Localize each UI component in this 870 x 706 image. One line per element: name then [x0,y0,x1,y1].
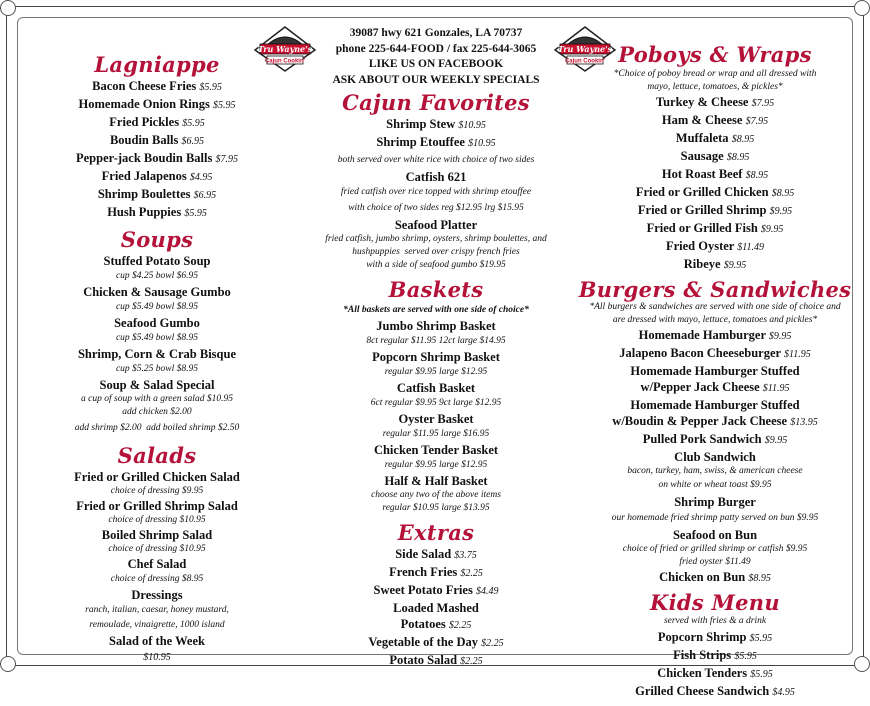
menu-item: Shrimp Burger [674,495,756,509]
menu-item: Jumbo Shrimp Basket [376,319,496,333]
menu-item: Homemade Hamburger Stuffed [630,398,800,412]
menu-item: Shrimp Boulettes $6.95 [97,187,217,201]
menu-item: Chicken Tender Basket [373,443,499,457]
menu-item: Homemade Onion Rings $5.95 [78,97,236,111]
menu-item-desc: cup $5.49 bowl $8.95 [115,302,199,312]
menu-item: Homemade Hamburger Stuffed [630,364,800,378]
logo-script-text: Tru Wayne's [557,44,613,54]
menu-item: Catfish Basket [396,381,476,395]
menu-item: Oyster Basket [398,412,474,426]
menu-item: Stuffed Potato Soup [103,254,211,268]
cajun-section [300,90,572,272]
menu-item: Fried or Grilled Shrimp $9.95 [637,203,793,217]
menu-item: Fish Strips $5.95 [673,648,757,662]
menu-item-desc: on white or wheat toast $9.95 [658,480,772,490]
menu-item: Side Salad $3.75 [395,547,477,561]
menu-item-desc: our homemade fried shrimp patty served on bun $9.95 [611,513,819,523]
salads-heading: Salads [117,443,197,468]
baskets-note: *All baskets are served with one side of choice* [343,305,529,315]
menu-item: Vegetable of the Day $2.25 [368,635,504,649]
menu-item-desc: fried catfish, jumbo shrimp, oysters, shrimp boulettes, and [325,234,547,244]
soups-section [52,227,262,438]
menu-item-desc: cup $5.25 bowl $8.95 [115,364,199,374]
corner-ornament [854,0,870,16]
menu-item: w/Boudin & Pepper Jack Cheese $13.95 [612,414,818,428]
menu-item: Fried Pickles $5.95 [109,115,205,129]
menu-item-price: $10.95 [143,652,171,663]
extras-section [300,520,572,670]
menu-item: Popcorn Shrimp $5.95 [657,630,773,644]
menu-item: Chicken on Bun $8.95 [659,570,771,584]
menu-item: Muffaleta $8.95 [675,131,755,145]
baskets-section [300,277,572,515]
menu-item: Seafood Gumbo [114,316,200,330]
menu-item: Fried or Grilled Fish $9.95 [646,221,784,235]
menu-item: Loaded Mashed [393,601,479,615]
menu-item: Soup & Salad Special [99,378,215,392]
kids-section [572,592,858,701]
menu-item: Catfish 621 [405,170,467,184]
menu-item-desc: both served over white rice with choice of two sides [337,155,535,165]
header-info [300,26,572,88]
menu-item: Potato Salad $2.25 [389,653,483,667]
menu-item-desc: 6ct regular $9.95 9ct large $12.95 [370,398,502,408]
poboys-note: mayo, lettuce, tomatoes, & pickles* [647,82,783,92]
menu-item: Sausage $8.95 [680,149,750,163]
menu-item: w/Pepper Jack Cheese $11.95 [640,380,790,394]
burgers-note: are dressed with mayo, lettuce, tomatoes and pickles* [612,315,818,325]
kids-note: served with fries & a drink [663,616,767,626]
menu-item: Grilled Cheese Sandwich $4.95 [635,684,795,698]
menu-item-desc: regular $10.95 large $13.95 [382,503,490,513]
menu-item: Hot Roast Beef $8.95 [661,167,769,181]
extras-heading: Extras [397,520,475,545]
burgers-heading: Burgers & Sandwiches [578,277,852,302]
menu-item: Dressings [131,588,183,602]
menu-item: Boiled Shrimp Salad [101,528,213,542]
menu-item: Chicken & Sausage Gumbo [83,285,231,299]
menu-item: Seafood Platter [394,218,478,232]
menu-item-desc: fried oyster $11.49 [679,557,751,567]
poboys-heading: Poboys & Wraps [618,42,812,67]
menu-item-desc: choice of dressing $10.95 [108,544,206,554]
menu-item-desc: hushpuppies served over crispy french fries [352,247,520,257]
right-column [572,42,858,706]
menu-item-desc: add shrimp $2.00 add boiled shrimp $2.50 [74,423,240,433]
menu-item-desc: cup $5.49 bowl $8.95 [115,333,199,343]
menu-item: Sweet Potato Fries $4.49 [373,583,499,597]
corner-ornament [0,0,16,16]
menu-item: Fried or Grilled Chicken Salad [74,470,240,484]
menu-item-desc: a cup of soup with a green salad $10.95 [81,394,233,404]
menu-item: Homemade Hamburger $9.95 [638,328,792,342]
burgers-note: *All burgers & sandwiches are served with one side of choice and [589,302,841,312]
menu-item: Jalapeno Bacon Cheeseburger $11.95 [619,346,811,360]
menu-item: Seafood on Bun [672,528,758,542]
menu-item: Shrimp Etouffee $10.95 [376,135,496,149]
baskets-heading: Baskets [388,277,484,302]
menu-item: Bacon Cheese Fries $5.95 [92,79,222,93]
menu-item: Half & Half Basket [384,474,488,488]
lagniappe-heading: Lagniappe [94,52,220,77]
menu-item-desc: add chicken $2.00 [122,407,192,417]
menu-item: Shrimp Stew $10.95 [386,117,486,131]
corner-ornament [0,656,16,672]
menu-item: Club Sandwich [674,450,756,464]
logo-cajun-text: Cajun Cookin' [264,58,306,65]
facebook-text: LIKE US ON FACEBOOK [368,58,504,70]
menu-item: Fried Oyster $11.49 [665,239,765,253]
menu-item: Fried or Grilled Shrimp Salad [76,499,238,513]
middle-column [300,26,572,675]
menu-item: Turkey & Cheese $7.95 [655,95,775,109]
soups-heading: Soups [120,227,194,252]
menu-item-desc: with choice of two sides reg $12.95 lrg $15.95 [348,203,524,213]
menu-item-desc: 8ct regular $11.95 12ct large $14.95 [366,336,506,346]
lagniappe-section [52,52,262,222]
menu-item: Ham & Cheese $7.95 [661,113,769,127]
menu-item: Salad of the Week [109,634,205,648]
menu-item: Ribeye $9.95 [683,257,747,271]
menu-item-desc: fried catfish over rice topped with shrimp etouffee [340,187,532,197]
cajun-heading: Cajun Favorites [342,90,530,115]
logo-script-text: Tru Wayne's [257,44,313,54]
menu-item-desc: regular $11.95 large $16.95 [382,429,490,439]
menu-item-desc: regular $9.95 large $12.95 [384,367,488,377]
phone-text: phone 225-644-FOOD / fax 225-644-3065 [335,42,537,55]
menu-item: French Fries $2.25 [389,565,483,579]
salads-section [52,443,262,666]
menu-item-desc: choice of dressing $8.95 [110,574,204,584]
menu-item-desc: choose any two of the above items [371,490,501,500]
menu-item: Potatoes $2.25 [400,617,472,631]
menu-item: Popcorn Shrimp Basket [372,350,500,364]
left-column [52,52,262,671]
menu-item-desc: choice of fried or grilled shrimp or catfish $9.95 [622,544,808,554]
menu-item-desc: regular $9.95 large $12.95 [384,460,488,470]
menu-item: Pulled Pork Sandwich $9.95 [642,432,788,446]
poboys-note: *Choice of poboy bread or wrap and all dressed with [613,69,817,79]
menu-item: Fried or Grilled Chicken $8.95 [635,185,795,199]
menu-item-desc: remoulade, vinaigrette, 1000 island [89,620,225,630]
burgers-section [572,279,858,587]
menu-item-desc: choice of dressing $10.95 [108,515,206,525]
menu-item: Shrimp, Corn & Crab Bisque [77,347,236,361]
menu-item-desc: bacon, turkey, ham, swiss, & american cheese [627,466,803,476]
address-text: 39087 hwy 621 Gonzales, LA 70737 [349,27,523,39]
kids-heading: Kids Menu [650,590,780,615]
menu-item-desc: cup $4.25 bowl $6.95 [115,271,199,281]
logo-cajun-text: Cajun Cookin' [564,58,606,65]
menu-item-desc: ranch, italian, caesar, honey mustard, [85,605,229,615]
specials-text: ASK ABOUT OUR WEEKLY SPECIALS [332,73,540,86]
menu-item: Chicken Tenders $5.95 [657,666,773,680]
menu-item: Chef Salad [127,557,187,571]
menu-item: Boudin Balls $6.95 [109,133,205,147]
menu-item-desc: choice of dressing $9.95 [110,486,204,496]
menu-item: Hush Puppies $5.95 [107,205,207,219]
menu-item: Fried Jalapenos $4.95 [101,169,213,183]
poboys-section [572,42,858,274]
menu-item: Pepper-jack Boudin Balls $7.95 [76,151,238,165]
menu-item-desc: with a side of seafood gumbo $19.95 [366,260,506,270]
